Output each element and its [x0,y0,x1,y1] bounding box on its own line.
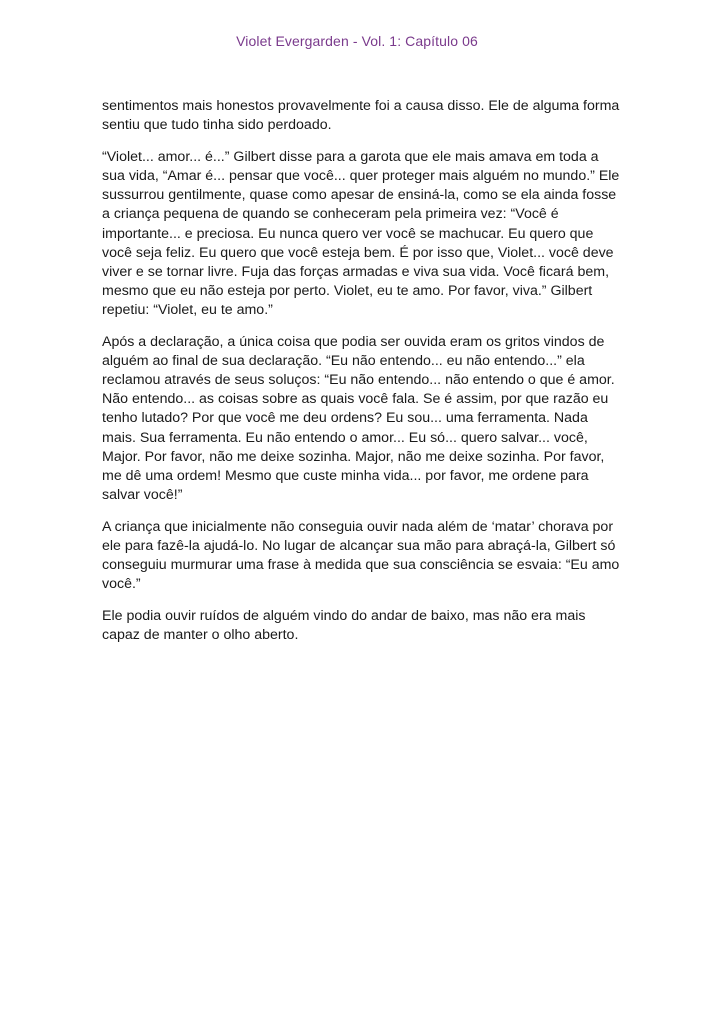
paragraph: Após a declaração, a única coisa que podia ser ouvida eram os gritos vindos de alguém ao final de sua declaração. “Eu não entendo... eu não entendo...” ela reclamou através de seus soluços: “Eu não entendo... não entendo o que é amor. Não entendo... as coisas sobre as quais você fala. Se é assim, por que razão eu tenho lutado? Por que você me deu ordens? Eu sou... uma ferramenta. Nada mais. Sua ferramenta. Eu não entendo o amor... Eu só... quero salvar... você, Major. Por favor, não me deixe sozinha. Major, não me deixe sozinha. Por favor, me dê uma ordem! Mesmo que custe minha vida... por favor, me ordene para salvar você!” [102,334,615,503]
paragraph: A criança que inicialmente não conseguia ouvir nada além de ‘matar’ chorava por ele para fazê-la ajudá-lo. No lugar de alcançar sua mão para abraçá-la, Gilbert só conseguiu murmurar uma frase à medida que sua consciência se esvaia: “Eu amo você.” [102,518,620,593]
body-text [102,97,622,658]
paragraph: “Violet... amor... é...” Gilbert disse para a garota que ele mais amava em toda a sua vida, “Amar é... pensar que você... quer proteger mais alguém no mundo.” Ele sussurrou gentilmente, quase como apesar de ensiná-la, como se ela ainda fosse a criança pequena de quando se conheceram pela primeira vez: “Você é importante... e preciosa. Eu nunca quero ver você se machucar. Eu quero que você seja feliz. Eu quero que você esteja bem. É por isso que, Violet... você deve viver e se tornar livre. Fuja das forças armadas e viva sua vida. Você ficará bem, mesmo que eu não esteja por perto. Violet, eu te amo. Por favor, viva.” Gilbert repetiu: “Violet, eu te amo.” [102,149,620,318]
paragraph: sentimentos mais honestos provavelmente foi a causa disso. Ele de alguma forma sentiu que tudo tinha sido perdoado. [102,98,620,134]
running-header: Violet Evergarden - Vol. 1: Capítulo 06 [236,33,478,49]
paragraph: Ele podia ouvir ruídos de alguém vindo do andar de baixo, mas não era mais capaz de manter o olho aberto. [102,608,586,644]
